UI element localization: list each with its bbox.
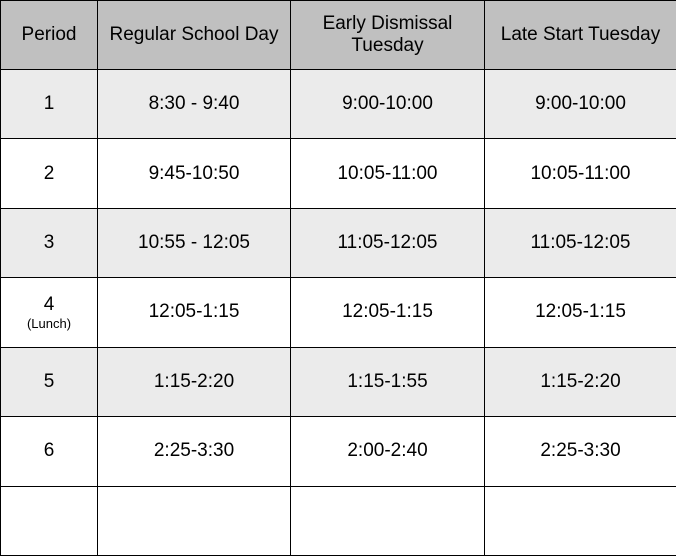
late-start-time-cell: 10:05-11:00 (485, 139, 676, 208)
table-row (1, 70, 676, 139)
late-start-time-cell: 12:05-1:15 (485, 278, 676, 347)
regular-time-cell: 12:05-1:15 (98, 278, 291, 347)
period-cell (1, 278, 98, 347)
early-dismissal-time-cell: 1:15-1:55 (291, 347, 485, 416)
regular-time-cell: 2:25-3:30 (98, 417, 291, 486)
regular-time-cell: 8:30 - 9:40 (98, 70, 291, 139)
table-row (1, 208, 676, 277)
period-cell: 1 (1, 70, 98, 139)
period-number: 4 (43, 293, 55, 315)
table-row (1, 139, 676, 208)
header-early-dismissal-tuesday: Early Dismissal Tuesday (291, 1, 485, 70)
early-dismissal-time-cell: 9:00-10:00 (291, 70, 485, 139)
early-dismissal-time-cell: 11:05-12:05 (291, 208, 485, 277)
table-row (1, 347, 676, 416)
early-dismissal-time-cell: 12:05-1:15 (291, 278, 485, 347)
regular-time-cell: 9:45-10:50 (98, 139, 291, 208)
late-start-time-cell: 11:05-12:05 (485, 208, 676, 277)
header-regular-school-day: Regular School Day (98, 1, 291, 70)
period-cell: 3 (1, 208, 98, 277)
table-row (1, 417, 676, 486)
period-cell: 6 (1, 417, 98, 486)
late-start-time-cell: 1:15-2:20 (485, 347, 676, 416)
regular-time-cell: 1:15-2:20 (98, 347, 291, 416)
early-dismissal-time-cell: 2:00-2:40 (291, 417, 485, 486)
regular-time-cell: 10:55 - 12:05 (98, 208, 291, 277)
late-start-time-cell: 9:00-10:00 (485, 70, 676, 139)
table-row (1, 278, 676, 347)
period-cell: 2 (1, 139, 98, 208)
table-row-empty (1, 486, 676, 555)
late-start-time-cell: 2:25-3:30 (485, 417, 676, 486)
header-period: Period (1, 1, 98, 70)
early-dismissal-time-cell (291, 486, 485, 555)
period-cell (1, 486, 98, 555)
early-dismissal-time-cell: 10:05-11:00 (291, 139, 485, 208)
header-late-start-tuesday: Late Start Tuesday (485, 1, 676, 70)
late-start-time-cell (485, 486, 676, 555)
regular-time-cell (98, 486, 291, 555)
period-cell: 5 (1, 347, 98, 416)
period-note: (Lunch) (26, 315, 72, 331)
header-row (1, 1, 676, 70)
